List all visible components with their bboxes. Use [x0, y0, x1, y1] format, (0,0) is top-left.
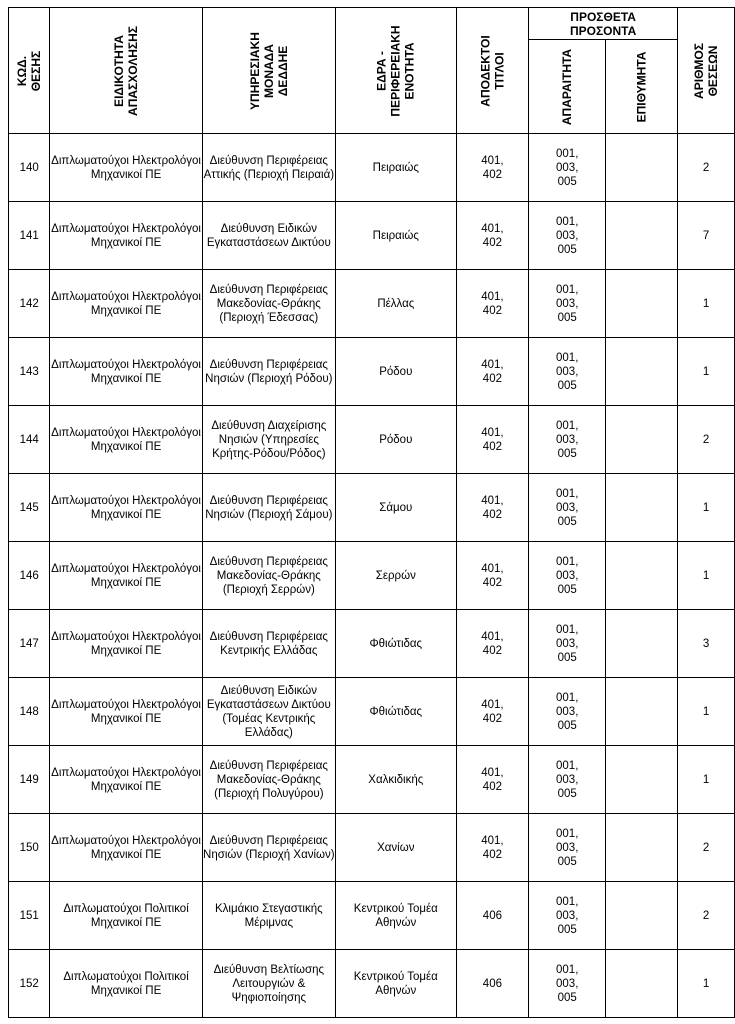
cell-degrees: 401, 402 [456, 746, 528, 814]
cell-specialty: Διπλωματούχοι Ηλεκτρολόγοι Μηχανικοί ΠΕ [50, 610, 202, 678]
cell-required: 001, 003, 005 [529, 814, 606, 882]
cell-code: 152 [9, 950, 50, 1018]
cell-unit: Διεύθυνση Περιφέρειας Μακεδονίας-Θράκης (Περιοχή Έδεσσας) [202, 270, 335, 338]
cell-code: 145 [9, 474, 50, 542]
cell-desired [606, 746, 678, 814]
cell-desired [606, 134, 678, 202]
cell-seat: Φθιώτιδας [335, 678, 456, 746]
cell-code: 149 [9, 746, 50, 814]
cell-code: 147 [9, 610, 50, 678]
cell-desired [606, 678, 678, 746]
cell-required: 001, 003, 005 [529, 610, 606, 678]
table-row [9, 542, 735, 610]
cell-seat: Φθιώτιδας [335, 610, 456, 678]
cell-seat: Σάμου [335, 474, 456, 542]
cell-degrees: 401, 402 [456, 474, 528, 542]
cell-unit: Διεύθυνση Περιφέρειας Νησιών (Περιοχή Σάμου) [202, 474, 335, 542]
header-required: ΑΠΑΡΑΙΤΗΤΑ [529, 40, 606, 134]
header-specialty: ΕΙΔΙΚΟΤΗΤΑ ΑΠΑΣΧΟΛΗΣΗΣ [50, 8, 202, 134]
cell-desired [606, 542, 678, 610]
table-row [9, 406, 735, 474]
cell-positions: 2 [678, 814, 735, 882]
cell-code: 144 [9, 406, 50, 474]
cell-specialty: Διπλωματούχοι Ηλεκτρολόγοι Μηχανικοί ΠΕ [50, 202, 202, 270]
cell-positions: 1 [678, 678, 735, 746]
cell-required: 001, 003, 005 [529, 950, 606, 1018]
cell-desired [606, 950, 678, 1018]
cell-positions: 3 [678, 610, 735, 678]
cell-required: 001, 003, 005 [529, 542, 606, 610]
cell-required: 001, 003, 005 [529, 678, 606, 746]
cell-degrees: 401, 402 [456, 610, 528, 678]
table-row [9, 814, 735, 882]
cell-positions: 1 [678, 950, 735, 1018]
cell-required: 001, 003, 005 [529, 270, 606, 338]
header-positions: ΑΡΙΘΜΟΣ ΘΕΣΕΩΝ [678, 8, 735, 134]
cell-unit: Διεύθυνση Περιφέρειας Νησιών (Περιοχή Ρόδου) [202, 338, 335, 406]
cell-seat: Χανίων [335, 814, 456, 882]
header-extra-qualifications: ΠΡΟΣΘΕΤΑ ΠΡΟΣΟΝΤΑ [529, 8, 678, 40]
table-row [9, 678, 735, 746]
cell-required: 001, 003, 005 [529, 338, 606, 406]
cell-seat: Ρόδου [335, 406, 456, 474]
cell-desired [606, 610, 678, 678]
cell-desired [606, 406, 678, 474]
cell-desired [606, 202, 678, 270]
cell-positions: 1 [678, 338, 735, 406]
cell-code: 141 [9, 202, 50, 270]
table-row [9, 746, 735, 814]
cell-seat: Χαλκιδικής [335, 746, 456, 814]
cell-required: 001, 003, 005 [529, 134, 606, 202]
cell-degrees: 406 [456, 950, 528, 1018]
cell-positions: 1 [678, 474, 735, 542]
table-row [9, 338, 735, 406]
positions-table [8, 7, 735, 1018]
header-code: ΚΩΔ. ΘΕΣΗΣ [9, 8, 50, 134]
cell-required: 001, 003, 005 [529, 202, 606, 270]
cell-desired [606, 270, 678, 338]
cell-degrees: 401, 402 [456, 270, 528, 338]
cell-specialty: Διπλωματούχοι Ηλεκτρολόγοι Μηχανικοί ΠΕ [50, 270, 202, 338]
cell-code: 151 [9, 882, 50, 950]
cell-positions: 1 [678, 270, 735, 338]
cell-degrees: 401, 402 [456, 814, 528, 882]
table-row [9, 474, 735, 542]
table-row [9, 950, 735, 1018]
table-row [9, 270, 735, 338]
cell-positions: 2 [678, 406, 735, 474]
cell-seat: Κεντρικού Τομέα Αθηνών [335, 950, 456, 1018]
cell-unit: Διεύθυνση Ειδικών Εγκαταστάσεων Δικτύου [202, 202, 335, 270]
cell-specialty: Διπλωματούχοι Ηλεκτρολόγοι Μηχανικοί ΠΕ [50, 814, 202, 882]
cell-seat: Σερρών [335, 542, 456, 610]
cell-positions: 2 [678, 882, 735, 950]
cell-seat: Πειραιώς [335, 134, 456, 202]
header-desired: ΕΠΙΘΥΜΗΤΑ [606, 40, 678, 134]
cell-code: 146 [9, 542, 50, 610]
cell-code: 143 [9, 338, 50, 406]
cell-degrees: 401, 402 [456, 338, 528, 406]
header-seat: ΕΔΡΑ - ΠΕΡΙΦΕΡΕΙΑΚΗ ΕΝΟΤΗΤΑ [335, 8, 456, 134]
cell-specialty: Διπλωματούχοι Πολιτικοί Μηχανικοί ΠΕ [50, 950, 202, 1018]
cell-desired [606, 474, 678, 542]
cell-seat: Ρόδου [335, 338, 456, 406]
cell-specialty: Διπλωματούχοι Ηλεκτρολόγοι Μηχανικοί ΠΕ [50, 134, 202, 202]
cell-required: 001, 003, 005 [529, 474, 606, 542]
cell-degrees: 401, 402 [456, 134, 528, 202]
header-degrees: ΑΠΟΔΕΚΤΟΙ ΤΙΤΛΟΙ [456, 8, 528, 134]
cell-code: 140 [9, 134, 50, 202]
cell-desired [606, 882, 678, 950]
cell-unit: Διεύθυνση Περιφέρειας Μακεδονίας-Θράκης (Περιοχή Πολυγύρου) [202, 746, 335, 814]
table-body [9, 134, 735, 1018]
cell-degrees: 401, 402 [456, 202, 528, 270]
cell-positions: 1 [678, 542, 735, 610]
cell-specialty: Διπλωματούχοι Ηλεκτρολόγοι Μηχανικοί ΠΕ [50, 406, 202, 474]
cell-specialty: Διπλωματούχοι Ηλεκτρολόγοι Μηχανικοί ΠΕ [50, 338, 202, 406]
cell-required: 001, 003, 005 [529, 746, 606, 814]
cell-positions: 1 [678, 746, 735, 814]
cell-unit: Κλιμάκιο Στεγαστικής Μέριμνας [202, 882, 335, 950]
cell-desired [606, 814, 678, 882]
cell-degrees: 401, 402 [456, 542, 528, 610]
cell-degrees: 406 [456, 882, 528, 950]
table-row [9, 134, 735, 202]
cell-positions: 7 [678, 202, 735, 270]
cell-required: 001, 003, 005 [529, 882, 606, 950]
cell-specialty: Διπλωματούχοι Ηλεκτρολόγοι Μηχανικοί ΠΕ [50, 746, 202, 814]
cell-unit: Διεύθυνση Ειδικών Εγκαταστάσεων Δικτύου (Τομέας Κεντρικής Ελλάδας) [202, 678, 335, 746]
cell-unit: Διεύθυνση Περιφέρειας Αττικής (Περιοχή Πειραιά) [202, 134, 335, 202]
cell-specialty: Διπλωματούχοι Ηλεκτρολόγοι Μηχανικοί ΠΕ [50, 474, 202, 542]
cell-code: 142 [9, 270, 50, 338]
header-unit: ΥΠΗΡΕΣΙΑΚΗ ΜΟΝΑΔΑ ΔΕΔΔΗΕ [202, 8, 335, 134]
cell-seat: Κεντρικού Τομέα Αθηνών [335, 882, 456, 950]
cell-unit: Διεύθυνση Βελτίωσης Λειτουργιών & Ψηφιοποίησης [202, 950, 335, 1018]
cell-code: 148 [9, 678, 50, 746]
cell-code: 150 [9, 814, 50, 882]
cell-unit: Διεύθυνση Περιφέρειας Κεντρικής Ελλάδας [202, 610, 335, 678]
cell-specialty: Διπλωματούχοι Ηλεκτρολόγοι Μηχανικοί ΠΕ [50, 678, 202, 746]
cell-required: 001, 003, 005 [529, 406, 606, 474]
cell-unit: Διεύθυνση Διαχείρισης Νησιών (Υπηρεσίες Κρήτης-Ρόδου/Ρόδος) [202, 406, 335, 474]
cell-seat: Πειραιώς [335, 202, 456, 270]
cell-positions: 2 [678, 134, 735, 202]
cell-unit: Διεύθυνση Περιφέρειας Νησιών (Περιοχή Χανίων) [202, 814, 335, 882]
cell-specialty: Διπλωματούχοι Ηλεκτρολόγοι Μηχανικοί ΠΕ [50, 542, 202, 610]
table-row [9, 882, 735, 950]
cell-specialty: Διπλωματούχοι Πολιτικοί Μηχανικοί ΠΕ [50, 882, 202, 950]
cell-unit: Διεύθυνση Περιφέρειας Μακεδονίας-Θράκης (Περιοχή Σερρών) [202, 542, 335, 610]
table-row [9, 610, 735, 678]
cell-degrees: 401, 402 [456, 678, 528, 746]
cell-seat: Πέλλας [335, 270, 456, 338]
cell-degrees: 401, 402 [456, 406, 528, 474]
table-row [9, 202, 735, 270]
cell-desired [606, 338, 678, 406]
